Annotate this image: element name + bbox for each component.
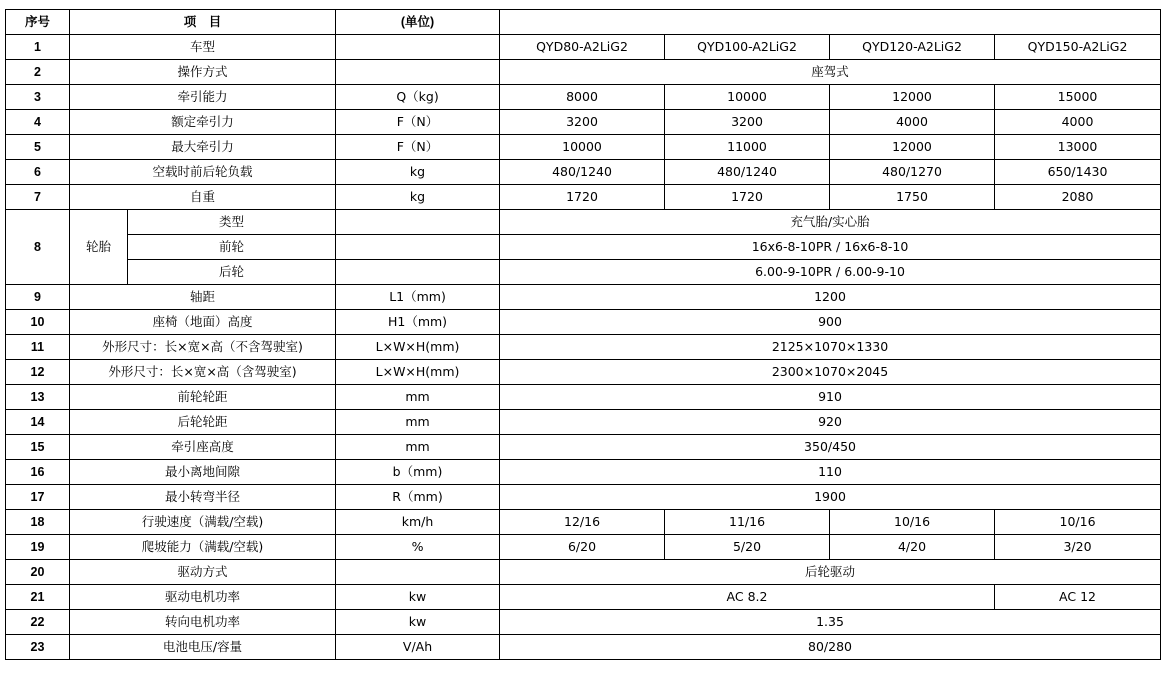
row-value: 1.35 [500, 610, 1161, 635]
row-unit [336, 60, 500, 85]
value-cell: 10/16 [995, 510, 1161, 535]
table-row [6, 410, 1161, 435]
table-row [6, 585, 1161, 610]
row-number: 17 [6, 485, 70, 510]
value-cell: 4/20 [830, 535, 995, 560]
row-value: 1200 [500, 285, 1161, 310]
table-row [6, 610, 1161, 635]
row-unit: L×W×H(mm) [336, 360, 500, 385]
spec-table [5, 9, 1161, 660]
row-number: 19 [6, 535, 70, 560]
row-label: 电池电压/容量 [70, 635, 336, 660]
row-number: 13 [6, 385, 70, 410]
row-label: 额定牵引力 [70, 110, 336, 135]
table-row [6, 235, 1161, 260]
model-cell: QYD120-A2LiG2 [830, 35, 995, 60]
row-label: 转向电机功率 [70, 610, 336, 635]
table-row [6, 85, 1161, 110]
row-number: 6 [6, 160, 70, 185]
value-cell: 650/1430 [995, 160, 1161, 185]
row-label: 外形尺寸：长×宽×高（含驾驶室) [70, 360, 336, 385]
row-unit: mm [336, 385, 500, 410]
table-row [6, 110, 1161, 135]
value-cell: 1720 [500, 185, 665, 210]
table-row [6, 510, 1161, 535]
table-row [6, 385, 1161, 410]
value-cell: 13000 [995, 135, 1161, 160]
row-number: 12 [6, 360, 70, 385]
value-cell: 4000 [995, 110, 1161, 135]
table-row [6, 260, 1161, 285]
value-cell: 12/16 [500, 510, 665, 535]
table-row [6, 310, 1161, 335]
row-label: 爬坡能力（满载/空载) [70, 535, 336, 560]
value-cell: 15000 [995, 85, 1161, 110]
row-label: 自重 [70, 185, 336, 210]
row-value: 座驾式 [500, 60, 1161, 85]
row-unit: H1（mm) [336, 310, 500, 335]
row-value: 1900 [500, 485, 1161, 510]
row-label: 操作方式 [70, 60, 336, 85]
row-unit [336, 260, 500, 285]
row-number: 8 [6, 210, 70, 285]
row-unit [336, 35, 500, 60]
row-label: 轴距 [70, 285, 336, 310]
value-cell: 10/16 [830, 510, 995, 535]
row-label: 最大牵引力 [70, 135, 336, 160]
value-cell: 1750 [830, 185, 995, 210]
value-cell: AC 8.2 [500, 585, 995, 610]
value-cell: 3/20 [995, 535, 1161, 560]
value-cell: 3200 [500, 110, 665, 135]
row-label: 外形尺寸：长×宽×高（不含驾驶室) [70, 335, 336, 360]
row-label: 最小转弯半径 [70, 485, 336, 510]
row-label: 驱动电机功率 [70, 585, 336, 610]
model-cell: QYD100-A2LiG2 [665, 35, 830, 60]
row-number: 9 [6, 285, 70, 310]
row-unit [336, 560, 500, 585]
table-row [6, 360, 1161, 385]
row-unit: mm [336, 435, 500, 460]
table-row [6, 185, 1161, 210]
value-cell: 11/16 [665, 510, 830, 535]
row-label: 牵引能力 [70, 85, 336, 110]
table-row [6, 335, 1161, 360]
table-row [6, 285, 1161, 310]
value-cell: 10000 [500, 135, 665, 160]
row-label: 牵引座高度 [70, 435, 336, 460]
row-label: 类型 [128, 210, 336, 235]
value-cell: 12000 [830, 85, 995, 110]
value-cell: 2080 [995, 185, 1161, 210]
row-value: 2125×1070×1330 [500, 335, 1161, 360]
row-unit [336, 210, 500, 235]
header-unit: (单位) [336, 10, 500, 35]
row-label: 车型 [70, 35, 336, 60]
table-row [6, 460, 1161, 485]
table-row [6, 485, 1161, 510]
row-unit: kg [336, 185, 500, 210]
value-cell: AC 12 [995, 585, 1161, 610]
row-label: 空载时前后轮负载 [70, 160, 336, 185]
row-unit: R（mm) [336, 485, 500, 510]
value-cell: 12000 [830, 135, 995, 160]
table-row [6, 35, 1161, 60]
row-unit: V/Ah [336, 635, 500, 660]
value-cell: 8000 [500, 85, 665, 110]
row-number: 5 [6, 135, 70, 160]
row-value: 6.00-9-10PR / 6.00-9-10 [500, 260, 1161, 285]
header-seq: 序号 [6, 10, 70, 35]
row-number: 16 [6, 460, 70, 485]
table-row [6, 435, 1161, 460]
row-label: 后轮轮距 [70, 410, 336, 435]
table-row [6, 135, 1161, 160]
row-unit: kw [336, 585, 500, 610]
row-label: 后轮 [128, 260, 336, 285]
row-number: 4 [6, 110, 70, 135]
row-unit: L1（mm) [336, 285, 500, 310]
row-value: 920 [500, 410, 1161, 435]
value-cell: 10000 [665, 85, 830, 110]
table-row [6, 560, 1161, 585]
row-label: 前轮 [128, 235, 336, 260]
model-cell: QYD80-A2LiG2 [500, 35, 665, 60]
row-number: 1 [6, 35, 70, 60]
row-value: 350/450 [500, 435, 1161, 460]
value-cell: 3200 [665, 110, 830, 135]
row-number: 3 [6, 85, 70, 110]
table-row [6, 160, 1161, 185]
row-value: 910 [500, 385, 1161, 410]
value-cell: 5/20 [665, 535, 830, 560]
row-unit: F（N） [336, 110, 500, 135]
row-value: 充气胎/实心胎 [500, 210, 1161, 235]
row-label: 行驶速度（满载/空载) [70, 510, 336, 535]
row-unit: kw [336, 610, 500, 635]
tire-group-label: 轮胎 [70, 210, 128, 285]
row-number: 2 [6, 60, 70, 85]
row-number: 21 [6, 585, 70, 610]
row-number: 22 [6, 610, 70, 635]
row-unit: F（N） [336, 135, 500, 160]
value-cell: 6/20 [500, 535, 665, 560]
row-number: 23 [6, 635, 70, 660]
row-unit: Q（kg) [336, 85, 500, 110]
row-number: 20 [6, 560, 70, 585]
row-unit: kg [336, 160, 500, 185]
row-number: 7 [6, 185, 70, 210]
header-item: 项 目 [70, 10, 336, 35]
row-label: 座椅（地面）高度 [70, 310, 336, 335]
row-number: 10 [6, 310, 70, 335]
table-row [6, 635, 1161, 660]
table-row [6, 210, 1161, 235]
row-value: 后轮驱动 [500, 560, 1161, 585]
row-unit: L×W×H(mm) [336, 335, 500, 360]
row-number: 15 [6, 435, 70, 460]
table-row [6, 60, 1161, 85]
value-cell: 480/1240 [665, 160, 830, 185]
row-value: 110 [500, 460, 1161, 485]
value-cell: 480/1240 [500, 160, 665, 185]
row-unit: km/h [336, 510, 500, 535]
row-value: 900 [500, 310, 1161, 335]
table-header-row [6, 10, 1161, 35]
row-number: 11 [6, 335, 70, 360]
row-unit [336, 235, 500, 260]
row-label: 驱动方式 [70, 560, 336, 585]
row-label: 前轮轮距 [70, 385, 336, 410]
value-cell: 480/1270 [830, 160, 995, 185]
row-unit: % [336, 535, 500, 560]
row-number: 18 [6, 510, 70, 535]
row-unit: b（mm) [336, 460, 500, 485]
row-number: 14 [6, 410, 70, 435]
row-value: 2300×1070×2045 [500, 360, 1161, 385]
row-unit: mm [336, 410, 500, 435]
value-cell: 1720 [665, 185, 830, 210]
value-cell: 4000 [830, 110, 995, 135]
row-value: 80/280 [500, 635, 1161, 660]
model-cell: QYD150-A2LiG2 [995, 35, 1161, 60]
row-label: 最小离地间隙 [70, 460, 336, 485]
value-cell: 11000 [665, 135, 830, 160]
table-row [6, 535, 1161, 560]
row-value: 16x6-8-10PR / 16x6-8-10 [500, 235, 1161, 260]
header-blank [500, 10, 1161, 35]
